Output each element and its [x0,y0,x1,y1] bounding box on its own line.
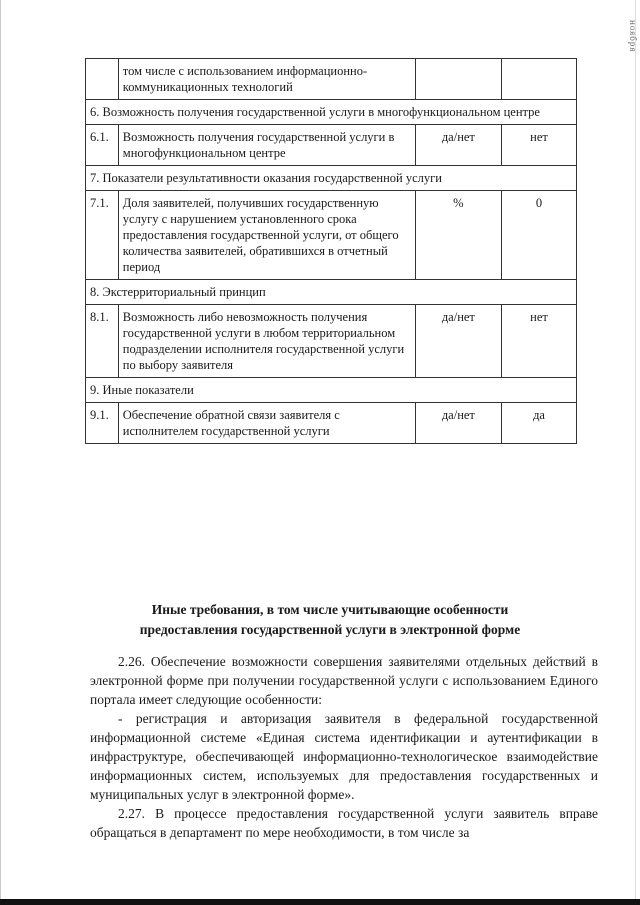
indicators-table [85,58,577,444]
indicator-name: Возможность либо невозможность получения государственной услуги в любом территориальном подразделении исполнителя государственной услуги по выбору заявителя [118,305,415,378]
indicator-name: Возможность получения государственной услуги в многофункциональном центре [118,125,415,166]
table-row [86,305,577,378]
heading-line-2: предоставления государственной услуги в электронной форме [139,622,521,637]
scan-left-edge [0,0,1,905]
indicator-name: том числе с использованием информационно-коммуникационных технологий [118,59,415,100]
unit-cell: да/нет [415,305,501,378]
unit-cell: % [415,191,501,280]
table-row [86,59,577,100]
row-number: 8.1. [86,305,119,378]
section-title: 7. Показатели результативности оказания государственной услуги [86,166,577,191]
unit-cell: да/нет [415,403,501,444]
table-row [86,403,577,444]
table-row [86,125,577,166]
section-title: 9. Иные показатели [86,378,577,403]
heading-line-1: Иные требования, в том числе учитывающие особенности [151,602,509,617]
indicator-name: Обеспечение обратной связи заявителя с исполнителем государственной услуги [118,403,415,444]
row-number: 7.1. [86,191,119,280]
row-number: 9.1. [86,403,119,444]
paragraph-2-27: 2.27. В процессе предоставления государственной услуги заявитель вправе обращаться в департамент по мере необходимости, в том числе за [90,806,598,840]
unit-cell: да/нет [415,125,501,166]
table-section-row [86,166,577,191]
value-cell [502,59,577,100]
edge-mark: ноября [628,20,638,53]
value-cell: нет [502,125,577,166]
indicators-table-body [86,59,577,444]
value-cell: да [502,403,577,444]
paragraph-list-item: - регистрация и авторизация заявителя в федеральной государственной информационной системе «Единая система идентификации и аутентификации в инфраструктуре, обеспечивающей информационно-технологическое взаимодействие информационных систем, используемых для предоставления государственных и муниципальных услуг в электронной форме». [90,711,598,802]
indicator-name: Доля заявителей, получивших государственную услугу с нарушением установленного срока предоставления государственной услуги, от общего количества заявителей, обратившихся в отчетный период [118,191,415,280]
section-heading [85,600,575,640]
value-cell: 0 [502,191,577,280]
body-text [90,652,598,842]
table-section-row [86,280,577,305]
value-cell: нет [502,305,577,378]
table-section-row [86,100,577,125]
row-number [86,59,119,100]
scan-bottom-edge [0,899,640,905]
row-number: 6.1. [86,125,119,166]
table-section-row [86,378,577,403]
unit-cell [415,59,501,100]
section-title: 8. Экстерриториальный принцип [86,280,577,305]
section-title: 6. Возможность получения государственной услуги в многофункциональном центре [86,100,577,125]
scan-right-edge [635,0,636,905]
paragraph-2-26: 2.26. Обеспечение возможности совершения заявителями отдельных действий в электронной форме при получении государственной услуги с использованием Единого портала имеет следующие особенности: [90,654,598,707]
table-row [86,191,577,280]
